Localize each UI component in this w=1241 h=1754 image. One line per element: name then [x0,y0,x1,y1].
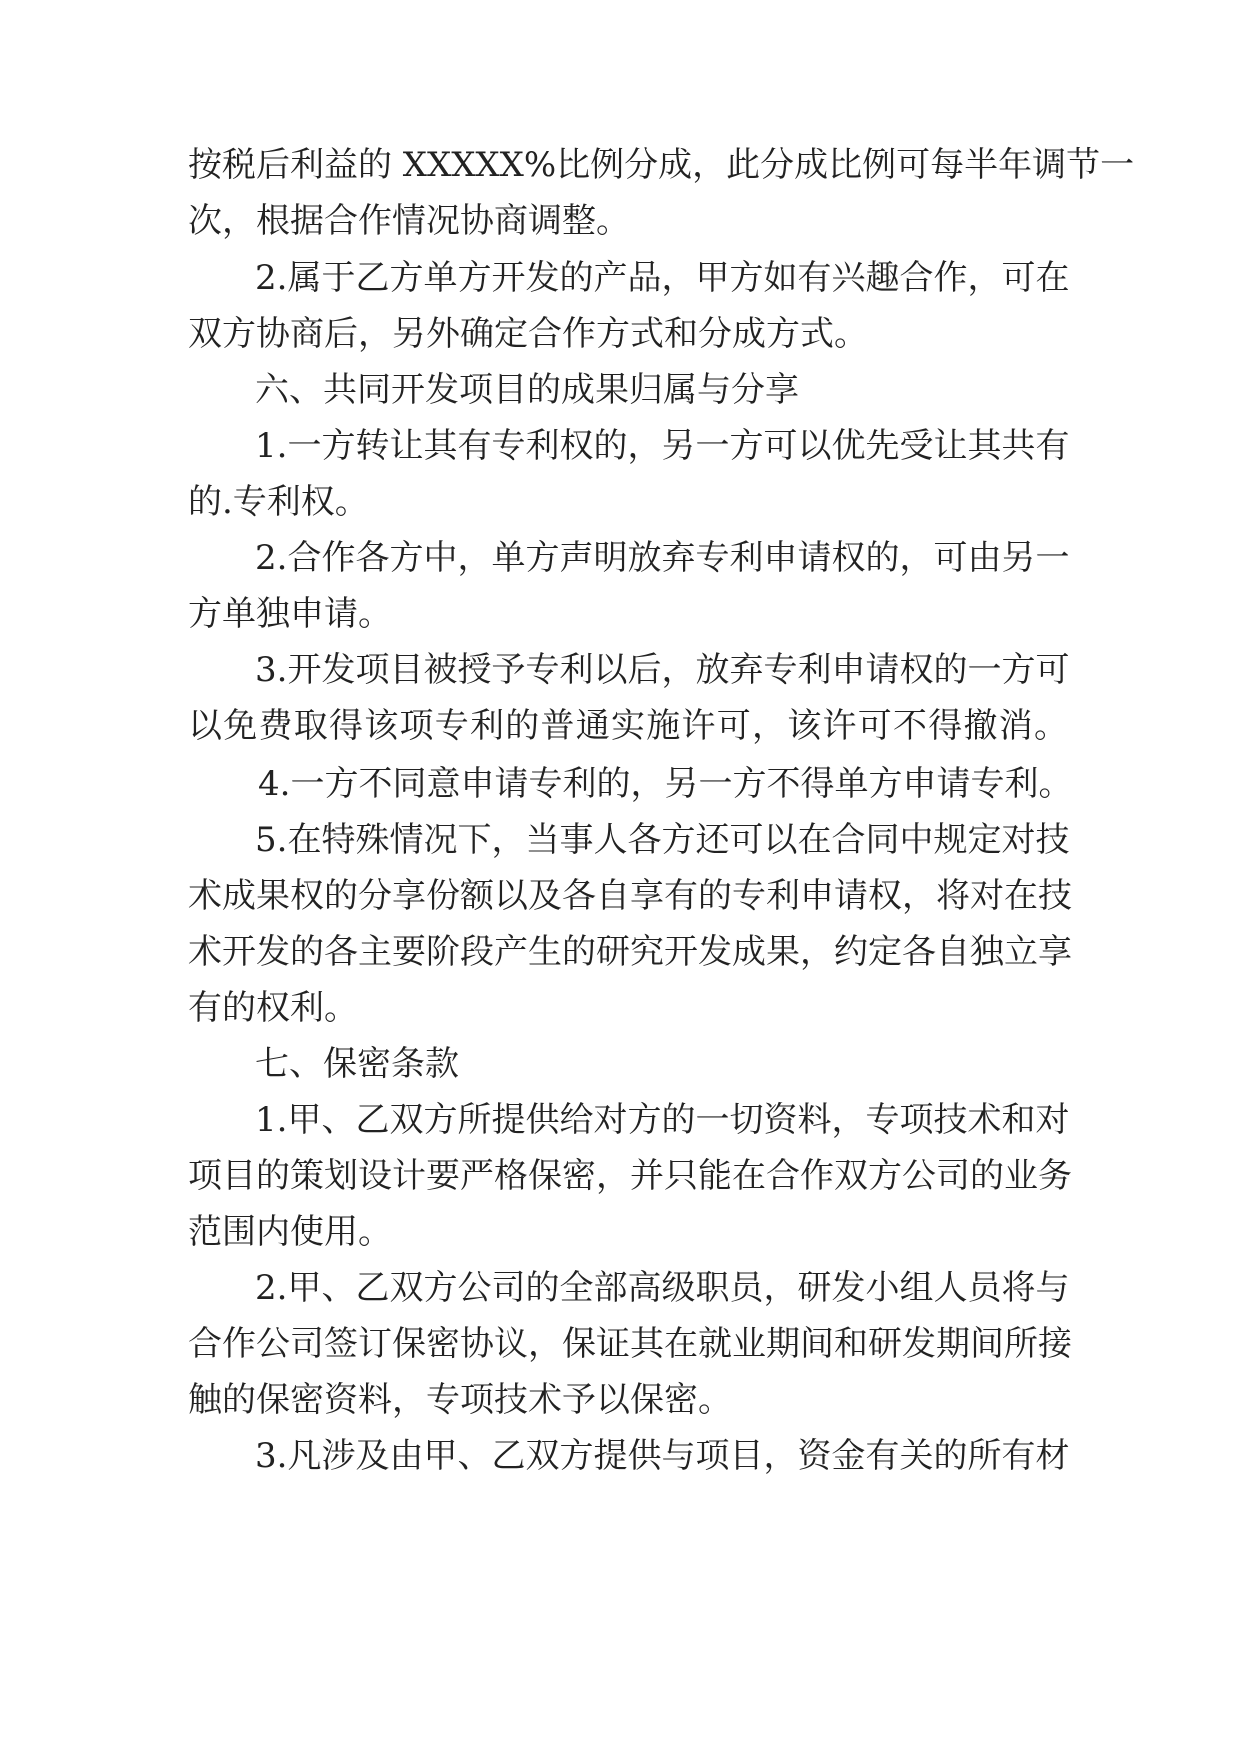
section-heading: 七、保密条款 [255,1044,459,1084]
paragraph-line: 3.开发项目被授予专利以后，放弃专利申请权的一方可 [255,650,1070,690]
paragraph-line: 2.合作各方中，单方声明放弃专利申请权的，可由另一 [255,538,1070,578]
paragraph-line: 按税后利益的 XXXXX%比例分成，此分成比例可每半年调节一 [188,145,1135,185]
paragraph-line: 有的权利。 [188,988,358,1028]
paragraph-line: 方单独申请。 [188,594,392,634]
paragraph-line: 的.专利权。 [188,482,369,522]
section-heading: 六、共同开发项目的成果归属与分享 [255,370,799,410]
paragraph-line: 2.甲、乙双方公司的全部高级职员，研发小组人员将与 [255,1268,1070,1308]
paragraph-line: 项目的策划设计要严格保密，并只能在合作双方公司的业务 [188,1156,1072,1196]
paragraph-line: 范围内使用。 [188,1212,392,1252]
paragraph-line: 以免费取得该项专利的普通实施许可，该许可不得撤消。 [188,706,1068,746]
paragraph-line: 术开发的各主要阶段产生的研究开发成果，约定各自独立享 [188,932,1072,972]
paragraph-line: 术成果权的分享份额以及各自享有的专利申请权，将对在技 [188,876,1072,916]
paragraph-line: 1.一方转让其有专利权的，另一方可以优先受让其共有 [255,426,1070,466]
paragraph-line: 合作公司签订保密协议，保证其在就业期间和研发期间所接 [188,1324,1072,1364]
paragraph-line: 5.在特殊情况下，当事人各方还可以在合同中规定对技 [255,820,1070,860]
paragraph-line: 次，根据合作情况协商调整。 [188,201,630,241]
paragraph-line: 2.属于乙方单方开发的产品，甲方如有兴趣合作，可在 [255,258,1070,298]
paragraph-line: 4.一方不同意申请专利的，另一方不得单方申请专利。 [258,764,1073,804]
paragraph-line: 触的保密资料，专项技术予以保密。 [188,1380,732,1420]
paragraph-line: 1.甲、乙双方所提供给对方的一切资料，专项技术和对 [255,1100,1070,1140]
paragraph-line: 双方协商后，另外确定合作方式和分成方式。 [188,314,868,354]
paragraph-line: 3.凡涉及由甲、乙双方提供与项目，资金有关的所有材 [255,1436,1070,1476]
